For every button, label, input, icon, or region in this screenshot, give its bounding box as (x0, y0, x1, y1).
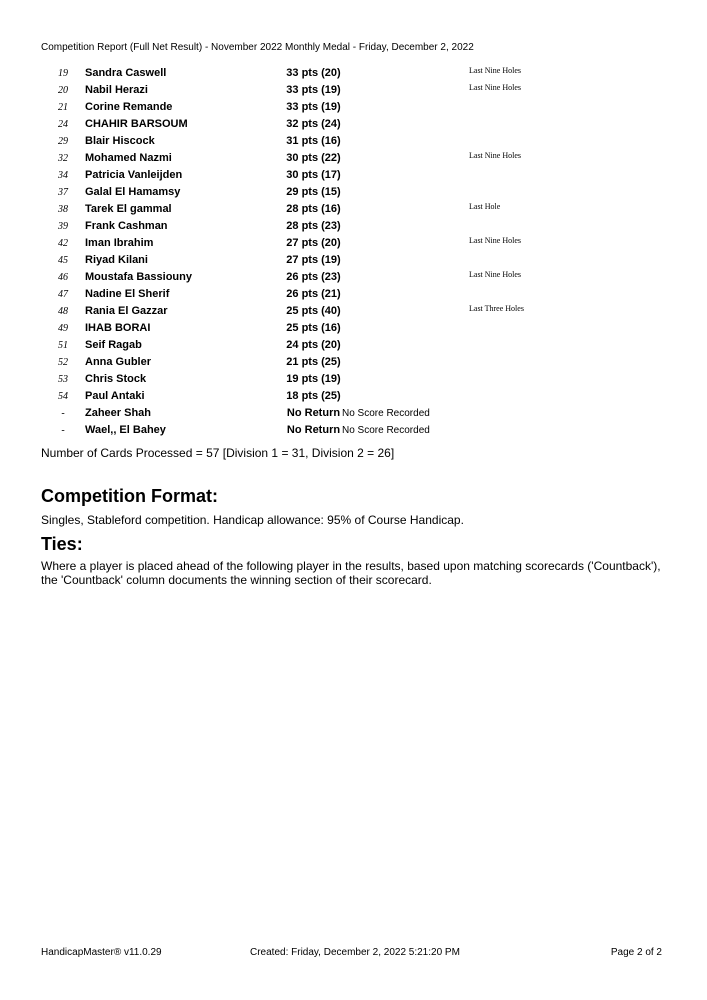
table-row (40, 269, 600, 286)
note-cell: No Score Recorded (342, 408, 430, 419)
report-header: Competition Report (Full Net Result) - November 2022 Monthly Medal - Friday, December 2, 2022 (41, 42, 474, 53)
position-cell: 46 (58, 272, 68, 283)
position-cell: 42 (58, 238, 68, 249)
score-cell: 27 pts (19) (286, 254, 341, 266)
table-row (40, 303, 600, 320)
position-cell: - (61, 425, 65, 436)
score-cell: 26 pts (21) (286, 288, 341, 300)
player-name-cell: Iman Ibrahim (85, 237, 154, 249)
cards-processed-summary: Number of Cards Processed = 57 [Division 1 = 31, Division 2 = 26] (41, 446, 395, 460)
player-name-cell: Seif Ragab (85, 339, 142, 351)
player-name-cell: Corine Remande (85, 101, 173, 113)
position-cell: 37 (58, 187, 68, 198)
score-cell: 25 pts (40) (286, 305, 341, 317)
player-name-cell: Riyad Kilani (85, 254, 148, 266)
player-name-cell: Moustafa Bassiouny (85, 271, 192, 283)
player-name-cell: Zaheer Shah (85, 407, 152, 419)
player-name-cell: Chris Stock (85, 373, 147, 385)
table-row (40, 82, 600, 99)
player-name-cell: Wael,, El Bahey (85, 424, 166, 436)
ties-heading: Ties: (41, 534, 83, 554)
table-row (40, 116, 600, 133)
countback-cell: Last Hole (469, 202, 501, 211)
countback-cell: Last Nine Holes (469, 83, 521, 92)
position-cell: 49 (58, 323, 68, 334)
score-cell: No Return (286, 407, 341, 419)
player-name-cell: Anna Gubler (85, 356, 152, 368)
score-cell: 29 pts (15) (286, 186, 341, 198)
table-row (40, 337, 600, 354)
position-cell: 53 (58, 374, 68, 385)
score-cell: 33 pts (19) (286, 101, 341, 113)
score-cell: 33 pts (19) (286, 84, 341, 96)
score-cell: 31 pts (16) (286, 135, 341, 147)
position-cell: 20 (58, 85, 68, 96)
position-cell: 51 (58, 340, 68, 351)
table-row (40, 371, 600, 388)
position-cell: 32 (58, 153, 68, 164)
score-cell: 26 pts (23) (286, 271, 341, 283)
position-cell: 21 (58, 102, 68, 113)
player-name-cell: Tarek El gammal (85, 203, 172, 215)
player-name-cell: Sandra Caswell (85, 67, 167, 79)
table-row (40, 252, 600, 269)
player-name-cell: CHAHIR BARSOUM (85, 118, 188, 130)
player-name-cell: Mohamed Nazmi (85, 152, 172, 164)
player-name-cell: Nadine El Sherif (85, 288, 170, 300)
table-row (40, 133, 600, 150)
position-cell: 47 (58, 289, 68, 300)
position-cell: 45 (58, 255, 68, 266)
score-cell: 24 pts (20) (286, 339, 341, 351)
score-cell: 30 pts (22) (286, 152, 341, 164)
table-row (40, 184, 600, 201)
score-cell: 33 pts (20) (286, 67, 341, 79)
player-name-cell: Blair Hiscock (85, 135, 155, 147)
position-cell: 19 (58, 68, 68, 79)
score-cell: 30 pts (17) (286, 169, 341, 181)
table-row (40, 167, 600, 184)
ties-text: Where a player is placed ahead of the following player in the results, based upon matching scorecards ('Countback'), the 'Countback' column documents the winning section of their scorecard. (41, 559, 661, 587)
score-cell: 28 pts (23) (286, 220, 341, 232)
position-cell: 52 (58, 357, 68, 368)
position-cell: 24 (58, 119, 68, 130)
results-table (40, 65, 600, 439)
score-cell: 19 pts (19) (286, 373, 341, 385)
player-name-cell: Rania El Gazzar (85, 305, 168, 317)
table-row (40, 150, 600, 167)
table-row (40, 65, 600, 82)
position-cell: 38 (58, 204, 68, 215)
table-row (40, 235, 600, 252)
footer-page-number: Page 2 of 2 (610, 947, 662, 958)
score-cell: No Return (286, 424, 341, 436)
countback-cell: Last Three Holes (469, 304, 524, 313)
competition-format-heading: Competition Format: (41, 486, 218, 506)
position-cell: - (61, 408, 65, 419)
position-cell: 29 (58, 136, 68, 147)
position-cell: 39 (58, 221, 68, 232)
table-row (40, 354, 600, 371)
table-row (40, 218, 600, 235)
player-name-cell: Nabil Herazi (85, 84, 148, 96)
position-cell: 48 (58, 306, 68, 317)
player-name-cell: Galal El Hamamsy (85, 186, 181, 198)
table-row (40, 201, 600, 218)
player-name-cell: Paul Antaki (85, 390, 145, 402)
score-cell: 25 pts (16) (286, 322, 341, 334)
table-row (40, 286, 600, 303)
table-row (40, 99, 600, 116)
countback-cell: Last Nine Holes (469, 236, 521, 245)
table-row (40, 405, 600, 422)
position-cell: 34 (58, 170, 68, 181)
footer-created-date: Created: Friday, December 2, 2022 5:21:20 PM (250, 947, 460, 958)
note-cell: No Score Recorded (342, 425, 430, 436)
table-row (40, 388, 600, 405)
competition-format-text: Singles, Stableford competition. Handicap allowance: 95% of Course Handicap. (41, 513, 464, 527)
table-row (40, 320, 600, 337)
score-cell: 32 pts (24) (286, 118, 341, 130)
countback-cell: Last Nine Holes (469, 151, 521, 160)
score-cell: 21 pts (25) (286, 356, 341, 368)
countback-cell: Last Nine Holes (469, 270, 521, 279)
countback-cell: Last Nine Holes (469, 66, 521, 75)
player-name-cell: Patricia Vanleijden (85, 169, 183, 181)
position-cell: 54 (58, 391, 68, 402)
score-cell: 18 pts (25) (286, 390, 341, 402)
footer-software-version: HandicapMaster® v11.0.29 (41, 947, 162, 958)
player-name-cell: Frank Cashman (85, 220, 168, 232)
score-cell: 28 pts (16) (286, 203, 341, 215)
player-name-cell: IHAB BORAI (85, 322, 151, 334)
table-row (40, 422, 600, 439)
score-cell: 27 pts (20) (286, 237, 341, 249)
